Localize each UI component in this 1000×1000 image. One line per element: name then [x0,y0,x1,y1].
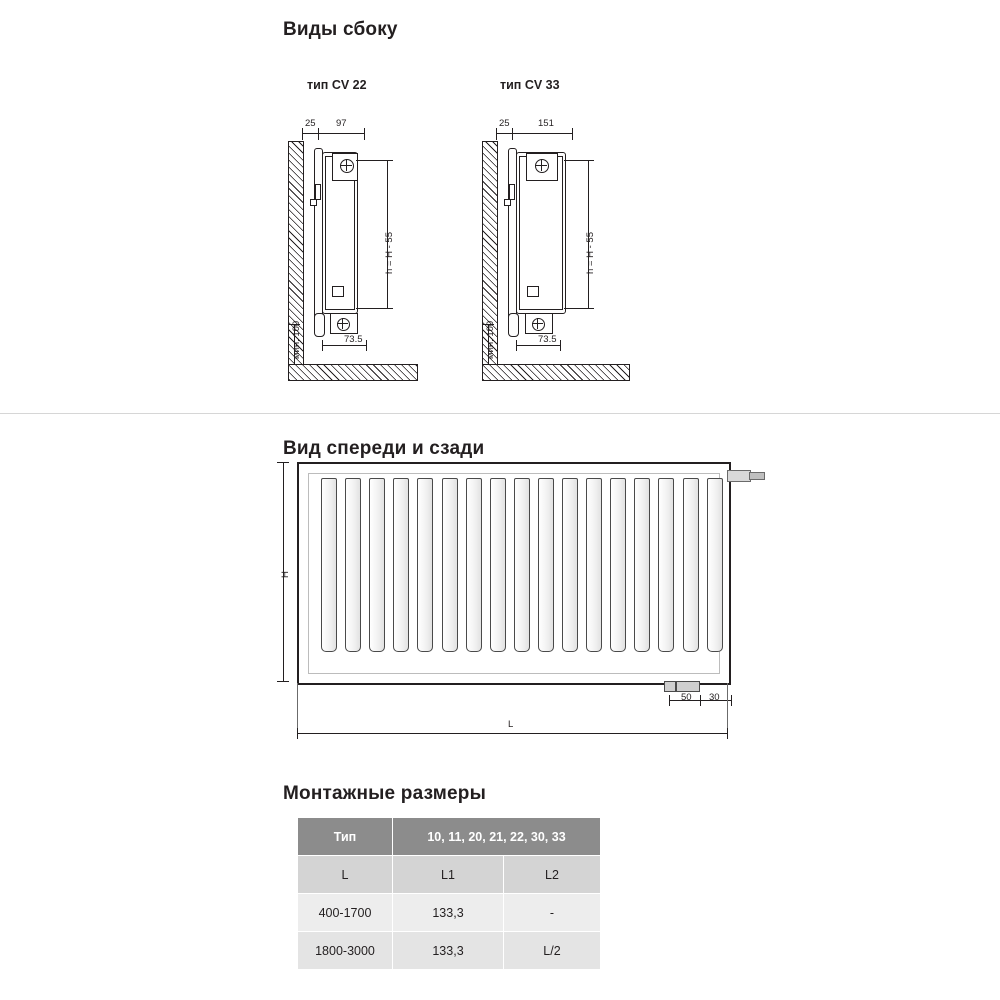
radiator-fin [514,478,530,652]
floor-hatch-cv22 [288,364,418,381]
table-cell-l: 1800-3000 [298,932,393,970]
dim-height-note-cv22: h = H - 55 [384,232,395,274]
dim-ext-line [356,160,388,161]
radiator-fin [658,478,674,652]
dim-ext-line [564,308,590,309]
dim-tick [288,364,300,365]
dim-tick [277,462,289,463]
table-header-row [298,818,601,856]
bottom-valve-circle-cv22 [337,318,350,331]
dim-line-length-front [297,733,727,734]
valve-cross-v [346,159,347,171]
table-cell-l1: 133,3 [393,894,504,932]
dim-line-bracket-cv22 [322,345,366,346]
dim-depth-cv33: 151 [538,118,554,129]
dim-tick [731,695,732,706]
dim-tick [496,128,497,140]
dim-length-front: L [508,719,514,730]
table-header-types-list: 10, 11, 20, 21, 22, 30, 33 [393,818,601,856]
floor-hatch-cv33 [482,364,630,381]
valve-circle-cv33 [535,159,549,173]
dim-height-note-cv33: h = H - 55 [585,232,596,274]
top-connector-housing [727,470,751,482]
dim-line-depth-cv33 [496,133,572,134]
dim-tick [482,364,494,365]
bottom-fitting-cv33 [527,286,539,297]
dim-bracket-offset-cv33: 73.5 [538,334,557,345]
radiator-fin [707,478,723,652]
dim-line-depth-cv22 [302,133,364,134]
table-subheader-row [298,856,601,894]
radiator-fin [393,478,409,652]
connection-mark-upper-cv22 [315,184,321,200]
dim-tick [516,340,517,351]
section-divider [0,413,1000,414]
dim-tick [322,340,323,351]
table-subheader-l: L [298,856,393,894]
dim-bracket-30: 30 [709,692,720,703]
valve-cross-v [541,159,542,171]
dim-line-bracket-cv33 [516,345,560,346]
bottom-valve-circle-cv33 [532,318,545,331]
bottom-fitting-cv22 [332,286,344,297]
radiator-fin [586,478,602,652]
table-cell-l2: - [504,894,601,932]
valve-cross-v [342,318,343,329]
type-label-cv33: тип CV 33 [500,78,560,92]
radiator-fin [538,478,554,652]
dim-bracket-50: 50 [681,692,692,703]
radiator-fin [442,478,458,652]
dim-tick [669,695,670,706]
radiator-fin [466,478,482,652]
top-connector-nipple [749,472,765,480]
table-row [298,894,601,932]
radiator-fin [369,478,385,652]
radiator-fin [345,478,361,652]
radiator-fin [490,478,506,652]
dim-wall-gap-cv33: 25 [499,118,510,129]
dim-tick [277,681,289,682]
bottom-bracket-left [664,681,676,692]
valve-circle-cv22 [340,159,354,173]
dim-bracket-offset-cv22: 73.5 [344,334,363,345]
mounting-dimensions-table [297,817,601,970]
section-title-front-rear: Вид спереди и сзади [283,438,485,459]
table-subheader-l1: L1 [393,856,504,894]
dim-tick [297,728,298,739]
radiator-fin [610,478,626,652]
valve-cross-v [537,318,538,329]
dim-tick [572,128,573,140]
connection-mark-mid-cv33 [504,199,511,206]
dim-tick [700,695,701,706]
table-row [298,932,601,970]
section-title-mounting: Монтажные размеры [283,783,487,804]
dim-tick [727,728,728,739]
dim-floor-min-cv22: мин. 100 [291,320,302,359]
radiator-fin [683,478,699,652]
radiator-fin [417,478,433,652]
table-cell-l1: 133,3 [393,932,504,970]
dim-tick [366,340,367,351]
connection-mark-mid-cv22 [310,199,317,206]
type-label-cv22: тип CV 22 [307,78,367,92]
dim-tick [560,340,561,351]
table-cell-l: 400-1700 [298,894,393,932]
dim-tick [364,128,365,140]
dim-tick [318,128,319,140]
radiator-front-outline [297,462,731,685]
dim-floor-min-cv33: мин. 100 [485,320,496,359]
radiator-fin [562,478,578,652]
dim-ext-line [564,160,590,161]
section-title-side-views: Виды сбоку [283,19,398,40]
dim-ext-line [356,308,388,309]
dim-wall-gap-cv22: 25 [305,118,316,129]
dim-height-front: H [280,571,291,578]
bottom-bracket-right [676,681,700,692]
connection-mark-upper-cv33 [509,184,515,200]
radiator-fin [634,478,650,652]
table-header-type: Тип [298,818,393,856]
radiator-fin [321,478,337,652]
table-subheader-l2: L2 [504,856,601,894]
dim-tick [512,128,513,140]
dim-tick [302,128,303,140]
lower-connector-cv33 [508,313,519,337]
table-cell-l2: L/2 [504,932,601,970]
lower-connector-cv22 [314,313,325,337]
dim-depth-cv22: 97 [336,118,347,129]
